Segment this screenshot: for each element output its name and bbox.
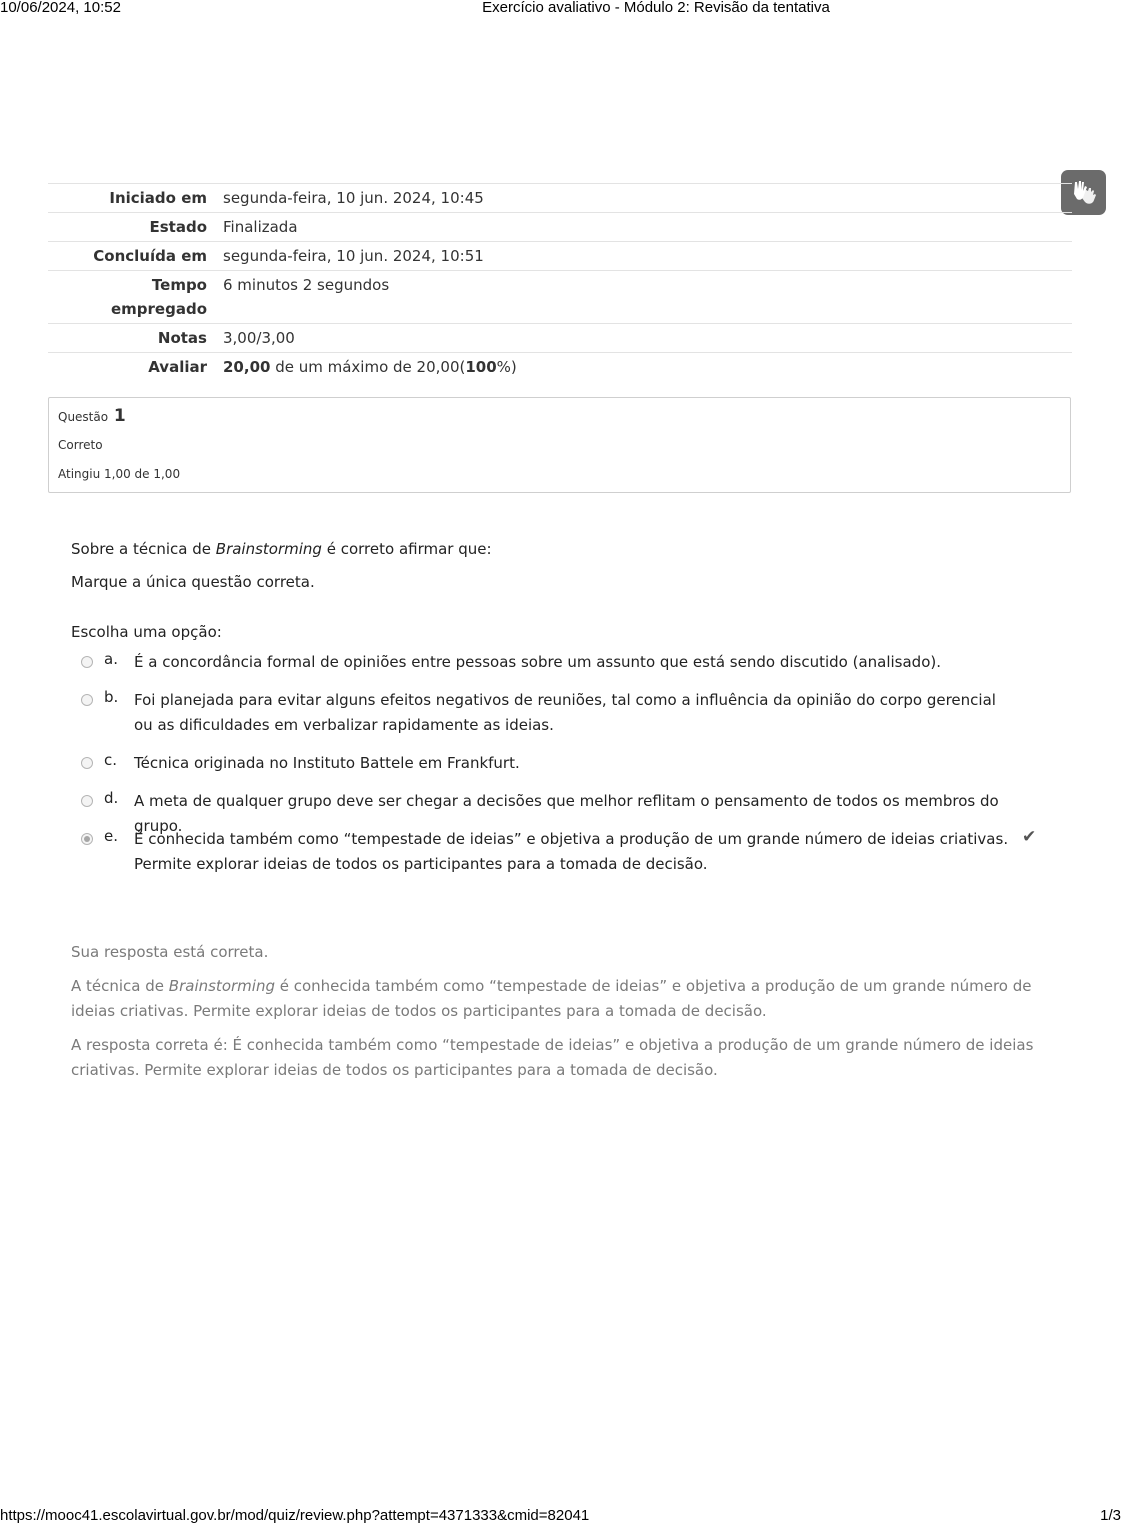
- prompt-pre: Sobre a técnica de: [71, 540, 216, 558]
- option-text: É conhecida também como “tempestade de ideias” e objetiva a produção de um grande número de ideias criativas. Permite explorar ideias de todos os participantes para a tomada de decisão.: [134, 830, 1009, 873]
- summary-label: Iniciado em: [109, 189, 207, 207]
- correct-check-icon: ✔: [1022, 827, 1037, 847]
- feedback-result: Sua resposta está correta.: [71, 943, 269, 961]
- summary-label: [48, 273, 223, 321]
- summary-label-line: empregado: [110, 300, 207, 318]
- question-number-value: 1: [113, 406, 126, 426]
- sign-language-hands-icon: [1069, 178, 1099, 208]
- prompt-emphasis: Brainstorming: [215, 540, 322, 558]
- summary-row-marks: [48, 324, 1072, 353]
- question-grade: Atingiu 1,00 de 1,00: [58, 467, 181, 481]
- grade-end: %): [496, 358, 517, 376]
- summary-row-completed: [48, 242, 1072, 271]
- question-label: Questão: [58, 410, 109, 424]
- choose-option-label: Escolha uma opção:: [71, 623, 222, 641]
- question-instruction: Marque a única questão correta.: [71, 573, 315, 591]
- prompt-post: é correto afirmar que:: [321, 540, 492, 558]
- radio-button[interactable]: [81, 694, 93, 706]
- summary-label: Concluída em: [93, 247, 207, 265]
- summary-row-state: [48, 213, 1072, 242]
- option-letter: d.: [104, 789, 119, 807]
- question-info-box: [48, 397, 1071, 493]
- summary-label: Notas: [157, 329, 207, 347]
- option-letter: a.: [104, 650, 118, 668]
- feedback-general-pre: A técnica de: [71, 977, 169, 995]
- summary-value: segunda-feira, 10 jun. 2024, 10:51: [223, 247, 484, 265]
- summary-value: segunda-feira, 10 jun. 2024, 10:45: [223, 189, 484, 207]
- radio-button[interactable]: [81, 656, 93, 668]
- feedback-general: [71, 974, 1061, 1024]
- option-text: Foi planejada para evitar alguns efeitos negativos de reuniões, tal como a influência da opinião do corpo gerencial ou as dificuldades em verbalizar rapidamente as ideias.: [134, 691, 996, 734]
- radio-button[interactable]: [81, 757, 93, 769]
- grade-middle: de um máximo de 20,00(: [270, 358, 466, 376]
- summary-value: 6 minutos 2 segundos: [223, 276, 390, 294]
- question-number: [58, 406, 126, 426]
- print-datetime: 10/06/2024, 10:52: [0, 0, 121, 16]
- option-text: É a concordância formal de opiniões entre pessoas sobre um assunto que está sendo discutido (analisado).: [134, 653, 941, 671]
- grade-percent: 100: [465, 358, 497, 376]
- summary-label: Avaliar: [148, 358, 207, 376]
- summary-label: Estado: [149, 218, 207, 236]
- feedback-right-answer: A resposta correta é: É conhecida também como “tempestade de ideias” e objetiva a produção de um grande número de ideias criativas. Permite explorar ideias de todos os participantes para a tomada de decisão.: [71, 1036, 1034, 1079]
- radio-button-selected[interactable]: [81, 833, 93, 845]
- summary-row-grade: [48, 353, 1072, 381]
- print-url: https://mooc41.escolavirtual.gov.br/mod/quiz/review.php?attempt=4371333&cmid=82041: [0, 1507, 590, 1524]
- summary-row-time-taken: [48, 271, 1072, 324]
- summary-value: 3,00/3,00: [223, 329, 295, 347]
- option-text: Técnica originada no Instituto Battele em Frankfurt.: [134, 754, 520, 772]
- summary-row-started: [48, 184, 1072, 213]
- option-letter: c.: [104, 751, 118, 769]
- grade-score: 20,00: [223, 358, 271, 376]
- question-prompt: [71, 540, 492, 558]
- print-page-number: 1/3: [1100, 1507, 1121, 1524]
- feedback-general-post: é conhecida também como “tempestade de ideias” e objetiva a produção de um grande número de ideias criativas. Permite explorar ideias de todos os participantes para a tomada de decisão.: [71, 977, 1032, 1020]
- summary-label-line: Tempo: [151, 276, 207, 294]
- print-page-title: Exercício avaliativo - Módulo 2: Revisão da tentativa: [482, 0, 830, 16]
- option-text: A meta de qualquer grupo deve ser chegar a decisões que melhor reflitam o pensamento de todos os membros do grupo.: [134, 792, 999, 835]
- summary-grade-value: [223, 355, 1072, 379]
- attempt-summary-table: [48, 183, 1072, 381]
- question-state: Correto: [58, 438, 103, 452]
- option-letter: b.: [104, 688, 119, 706]
- option-letter: e.: [104, 827, 118, 845]
- radio-button[interactable]: [81, 795, 93, 807]
- summary-value: Finalizada: [223, 218, 298, 236]
- feedback-general-emphasis: Brainstorming: [168, 977, 275, 995]
